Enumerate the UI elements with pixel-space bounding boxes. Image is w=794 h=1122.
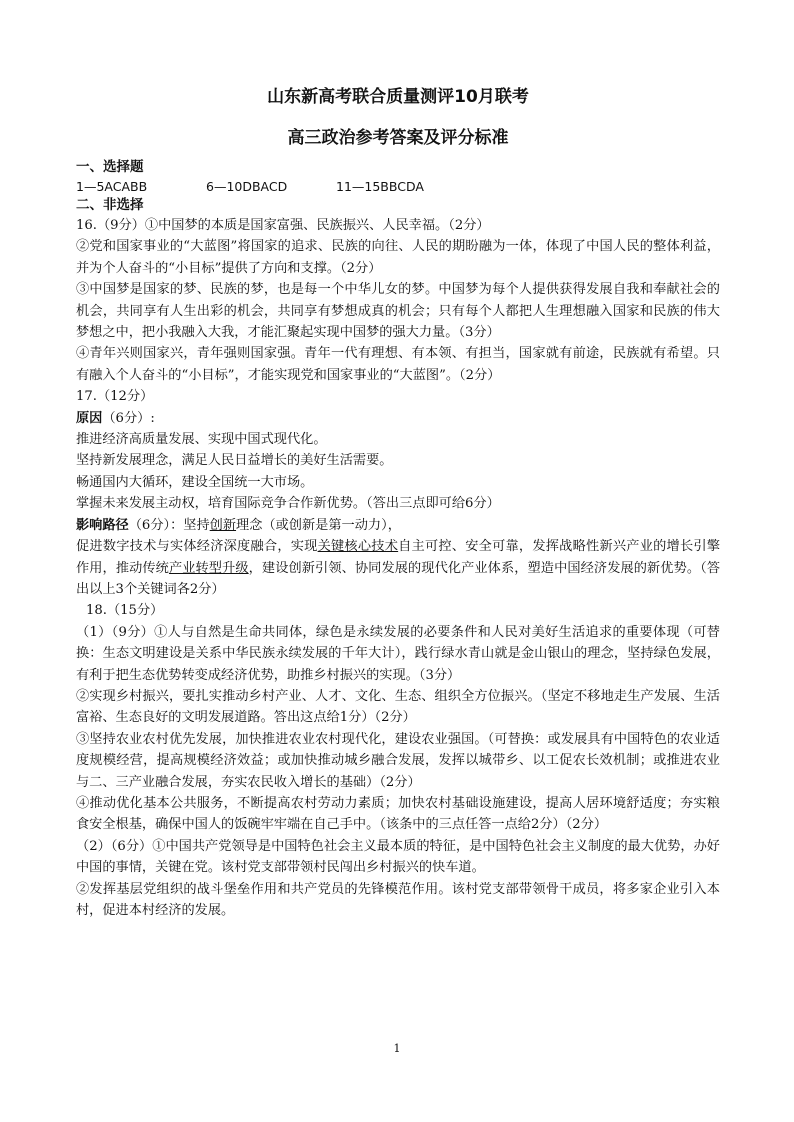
q17-title: 17.（12分）: [76, 389, 154, 405]
reason-label: 原因: [76, 410, 103, 426]
document-title: 山东新高考联合质量测评10月联考: [267, 87, 529, 107]
q17-path-heading: [76, 515, 720, 536]
path-label: 影响路径: [76, 517, 129, 533]
q17-path-body: [76, 536, 720, 600]
q18-part1-point-4: ④推动优化基本公共服务，不断提高农村劳动力素质；加快农村基础设施建设，提高人居环境舒适度；夯实粮食安全根基，确保中国人的饭碗牢牢端在自己手中。（该条中的三点任答一点给2分）（2分）: [76, 795, 720, 833]
q18-part1-point-2: ②实现乡村振兴，要扎实推动乡村产业、人才、文化、生态、组织全方位振兴。（坚定不移地走生产发展、生活富裕、生态良好的文明发展道路。答出这点给1分）（2分）: [76, 688, 720, 726]
q17-reason-heading: [76, 408, 720, 429]
q16-point-4: ④青年兴则国家兴，青年强则国家强。青年一代有理想、有本领、有担当，国家就有前途，民族就有希望。只有融入个人奋斗的“小目标”，才能实现党和国家事业的“大蓝图”。（2分）: [76, 346, 720, 383]
path-body-a: 促进数字技术与实体经济深度融合，实现: [76, 539, 318, 555]
q16-point-1: 16.（9分）①中国梦的本质是国家富强、民族振兴、人民幸福。（2分）: [76, 218, 490, 233]
answers-1-5: 1—5ACABB: [76, 179, 148, 194]
q18-part1-point-1: （1）（9分）①人与自然是生命共同体，绿色是永续发展的必要条件和人民对美好生活追求的重要体现（可替换：生态文明建设是关系中华民族永续发展的千年大计），践行绿水青山就是金山银山的理念，坚持绿色发展，有利于把生态优势转变成经济优势，助推乡村振兴的实现。（3分）: [76, 624, 720, 683]
keyword-industry-upgrade: 产业转型升级: [168, 560, 249, 576]
answers-6-10: 6—10DBACD: [206, 179, 288, 194]
q18-title: 18.（15分）: [86, 603, 164, 619]
document-subtitle: 高三政治参考答案及评分标准: [287, 128, 509, 148]
q17-reason-2: 坚持新发展理念，满足人民日益增长的美好生活需要。: [76, 453, 393, 469]
q17-reason-3: 畅通国内大循环，建设全国统一大市场。: [76, 474, 314, 490]
q18-part2-point-1: （2）（6分）①中国共产党领导是中国特色社会主义最本质的特征，是中国特色社会主义制度的最大优势，办好中国的事情，关键在党。该村党支部带领村民闯出乡村振兴的快车道。: [76, 838, 720, 876]
path-body-c: ，建设创新引领、协同发展的现代化产业体系，塑造中国经济发展的新优势。（答出以上3个关键词各2分）: [76, 560, 721, 597]
path-text-a: （6分）：坚持: [128, 517, 210, 533]
reason-score: （6分）:: [102, 410, 155, 426]
path-text-b: 理念（或创新是第一动力），: [236, 517, 401, 533]
q18-part2-point-2: ②发挥基层党组织的战斗堡垒作用和共产党员的先锋模范作用。该村党支部带领骨干成员，将多家企业引入本村，促进本村经济的发展。: [76, 881, 720, 918]
section-choice-heading: 一、选择题: [76, 159, 144, 175]
q16-point-2: ②党和国家事业的“大蓝图”将国家的追求、民族的向往、人民的期盼融为一体，体现了中国人民的整体利益，并为个人奋斗的“小目标”提供了方向和支撑。（2分）: [76, 239, 720, 276]
q17-reason-1: 推进经济高质量发展、实现中国式现代化。: [76, 432, 327, 448]
path-body-b: 自主可控、安全可靠，发挥战略性新兴产业的增长引擎作用，推动传统: [76, 539, 721, 576]
section-nonchoice-heading: 二、非选择: [76, 197, 144, 213]
q17-reason-4: 掌握未来发展主动权，培育国际竞争合作新优势。（答出三点即可给6分）: [76, 496, 500, 512]
keyword-core-tech: 关键核心技术: [317, 539, 399, 555]
keyword-innovation: 创新: [209, 517, 237, 533]
q18-part1-point-3: ③坚持农业农村优先发展，加快推进农业农村现代化，建设农业强国。（可替换：或发展具有中国特色的农业适度规模经营，提高规模经济效益；或加快推动城乡融合发展，发挥以城带乡、以工促农长效机制；或推进农业与二、三产业融合发展，夯实农民收入增长的基础）（2分）: [76, 731, 720, 790]
document-page: [76, 82, 720, 921]
q16-point-3: ③中国梦是国家的梦、民族的梦，也是每一个中华儿女的梦。中国梦为每个人提供获得发展自我和奉献社会的机会，共同享有人生出彩的机会，共同享有梦想成真的机会；只有每个人都把人生理想融入国家和民族的伟大梦想之中，把小我融入大我，才能汇聚起实现中国梦的强大力量。（3分）: [76, 282, 720, 341]
choice-answers: [76, 177, 720, 196]
page-number: 1: [393, 1042, 401, 1055]
answers-11-15: 11—15BBCDA: [336, 179, 424, 194]
